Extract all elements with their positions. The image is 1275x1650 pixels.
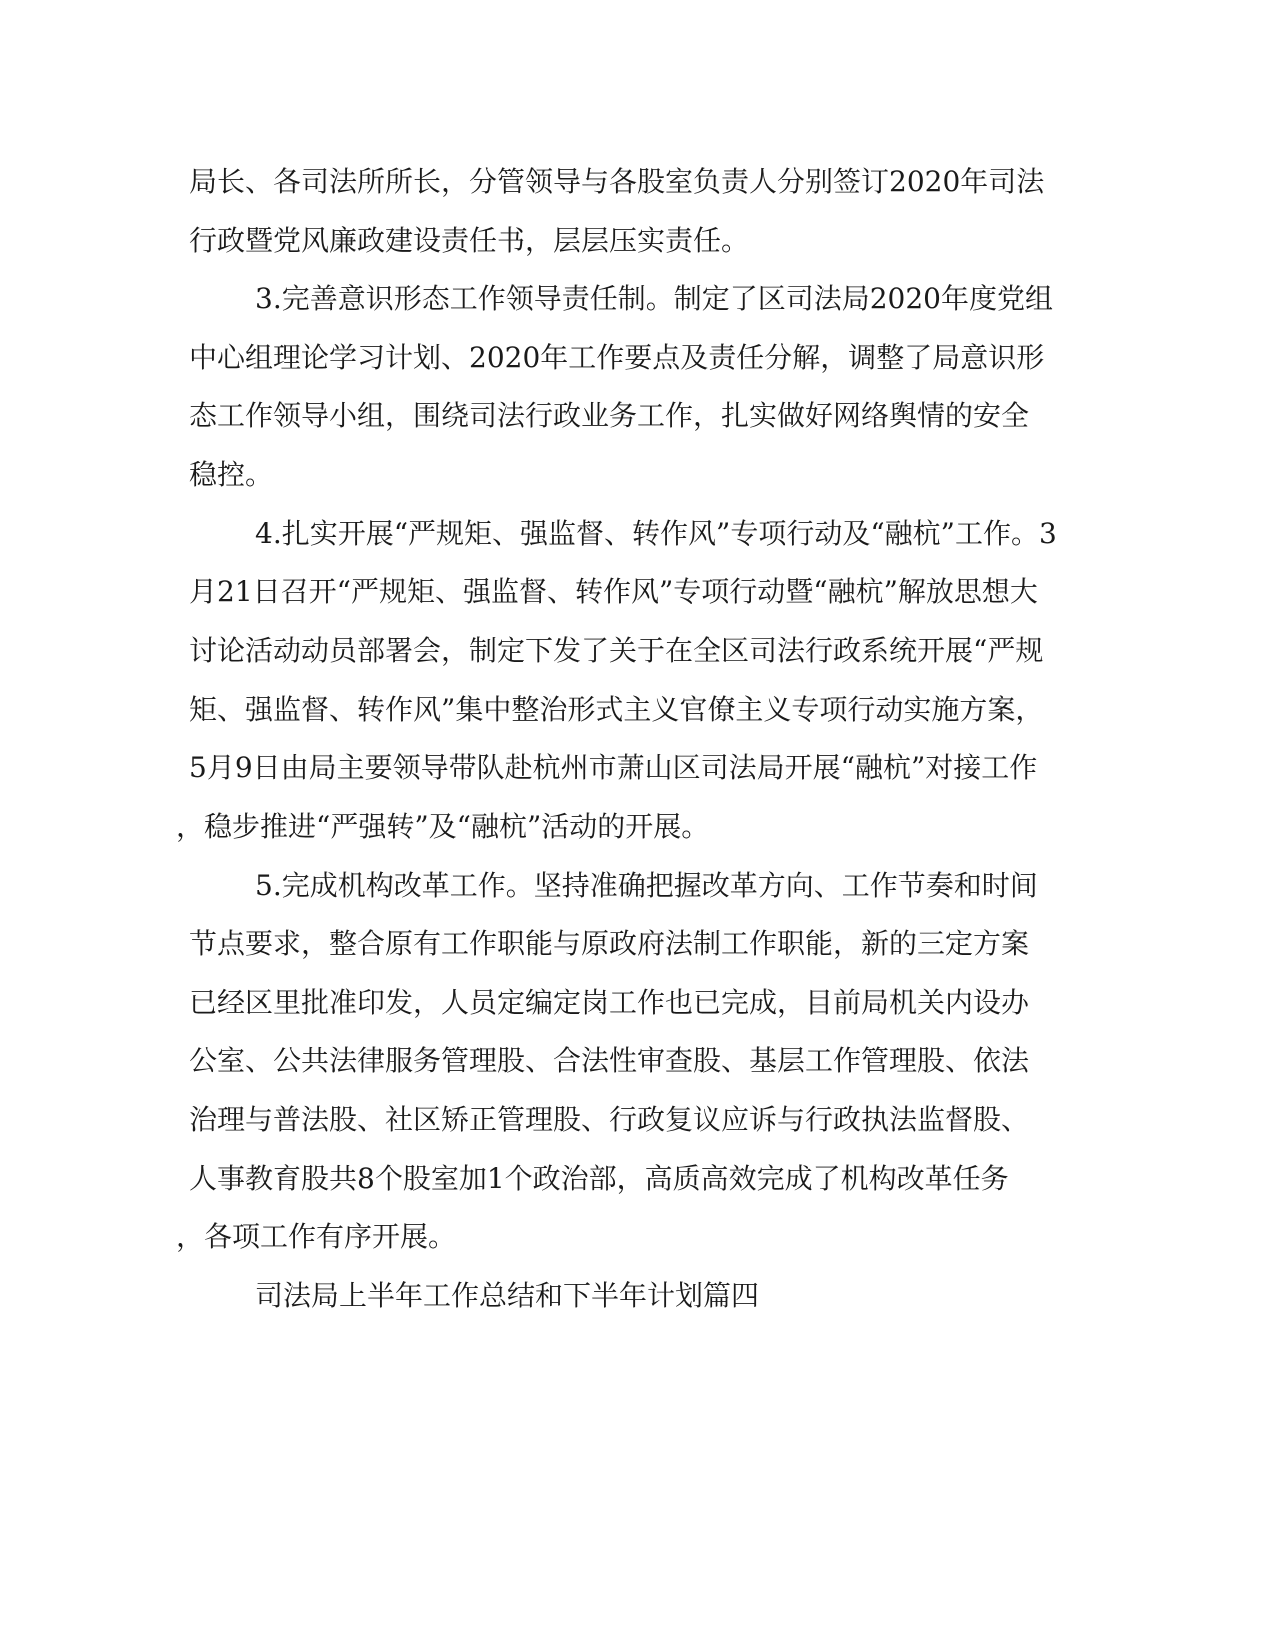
text-line-content: 已经区里批准印发，人员定编定岗工作也已完成，目前局机关内设办	[189, 986, 1030, 1019]
text-line	[0, 1100, 1275, 1140]
paragraph-4-start: 4.扎实开展“严规矩、强监督、转作风”专项行动及“融杭”工作。3	[255, 517, 1057, 550]
text-line-content: 态工作领导小组，围绕司法行政业务工作，扎实做好网络舆情的安全	[189, 399, 1030, 432]
text-line-content: ，各项工作有序开展。	[176, 1220, 457, 1253]
text-line-content: 矩、强监督、转作风”集中整治形式主义官僚主义专项行动实施方案，	[189, 693, 1044, 726]
text-line	[0, 279, 1275, 319]
text-line-content: 局长、各司法所所长，分管领导与各股室负责人分别签订2020年司法	[189, 165, 1045, 198]
text-line	[0, 748, 1275, 788]
text-line	[0, 1217, 1275, 1257]
text-line	[0, 983, 1275, 1023]
text-line	[0, 1159, 1275, 1199]
text-line	[0, 514, 1275, 554]
text-line	[0, 572, 1275, 612]
section-heading	[0, 1276, 1275, 1316]
text-line-content: 月21日召开“严规矩、强监督、转作风”专项行动暨“融杭”解放思想大	[189, 575, 1038, 608]
text-line-content: 治理与普法股、社区矫正管理股、行政复议应诉与行政执法监督股、	[189, 1103, 1030, 1136]
text-line	[0, 690, 1275, 730]
text-line	[0, 924, 1275, 964]
text-line-content: 人事教育股共8个股室加1个政治部，高质高效完成了机构改革任务	[189, 1162, 1009, 1195]
text-line	[0, 631, 1275, 671]
text-line-content: 5月9日由局主要领导带队赴杭州市萧山区司法局开展“融杭”对接工作	[189, 751, 1038, 784]
paragraph-5-start: 5.完成机构改革工作。坚持准确把握改革方向、工作节奏和时间	[255, 869, 1038, 902]
text-line-content: 节点要求，整合原有工作职能与原政府法制工作职能，新的三定方案	[189, 927, 1030, 960]
text-line	[0, 221, 1275, 261]
text-line	[0, 866, 1275, 906]
text-line	[0, 807, 1275, 847]
text-line	[0, 162, 1275, 202]
section-heading-text: 司法局上半年工作总结和下半年计划篇四	[255, 1279, 760, 1312]
text-line-content: 中心组理论学习计划、2020年工作要点及责任分解，调整了局意识形	[189, 341, 1045, 374]
text-line-content: 行政暨党风廉政建设责任书，层层压实责任。	[189, 224, 750, 257]
text-line	[0, 338, 1275, 378]
text-line-content: 公室、公共法律服务管理股、合法性审查股、基层工作管理股、依法	[189, 1044, 1030, 1077]
text-line	[0, 1041, 1275, 1081]
text-line-content: 讨论活动动员部署会，制定下发了关于在全区司法行政系统开展“严规	[189, 634, 1044, 667]
text-line-content: ，稳步推进“严强转”及“融杭”活动的开展。	[176, 810, 710, 843]
text-line	[0, 455, 1275, 495]
paragraph-3-start: 3.完善意识形态工作领导责任制。制定了区司法局2020年度党组	[255, 282, 1053, 315]
text-line-content: 稳控。	[189, 458, 274, 491]
text-line	[0, 396, 1275, 436]
